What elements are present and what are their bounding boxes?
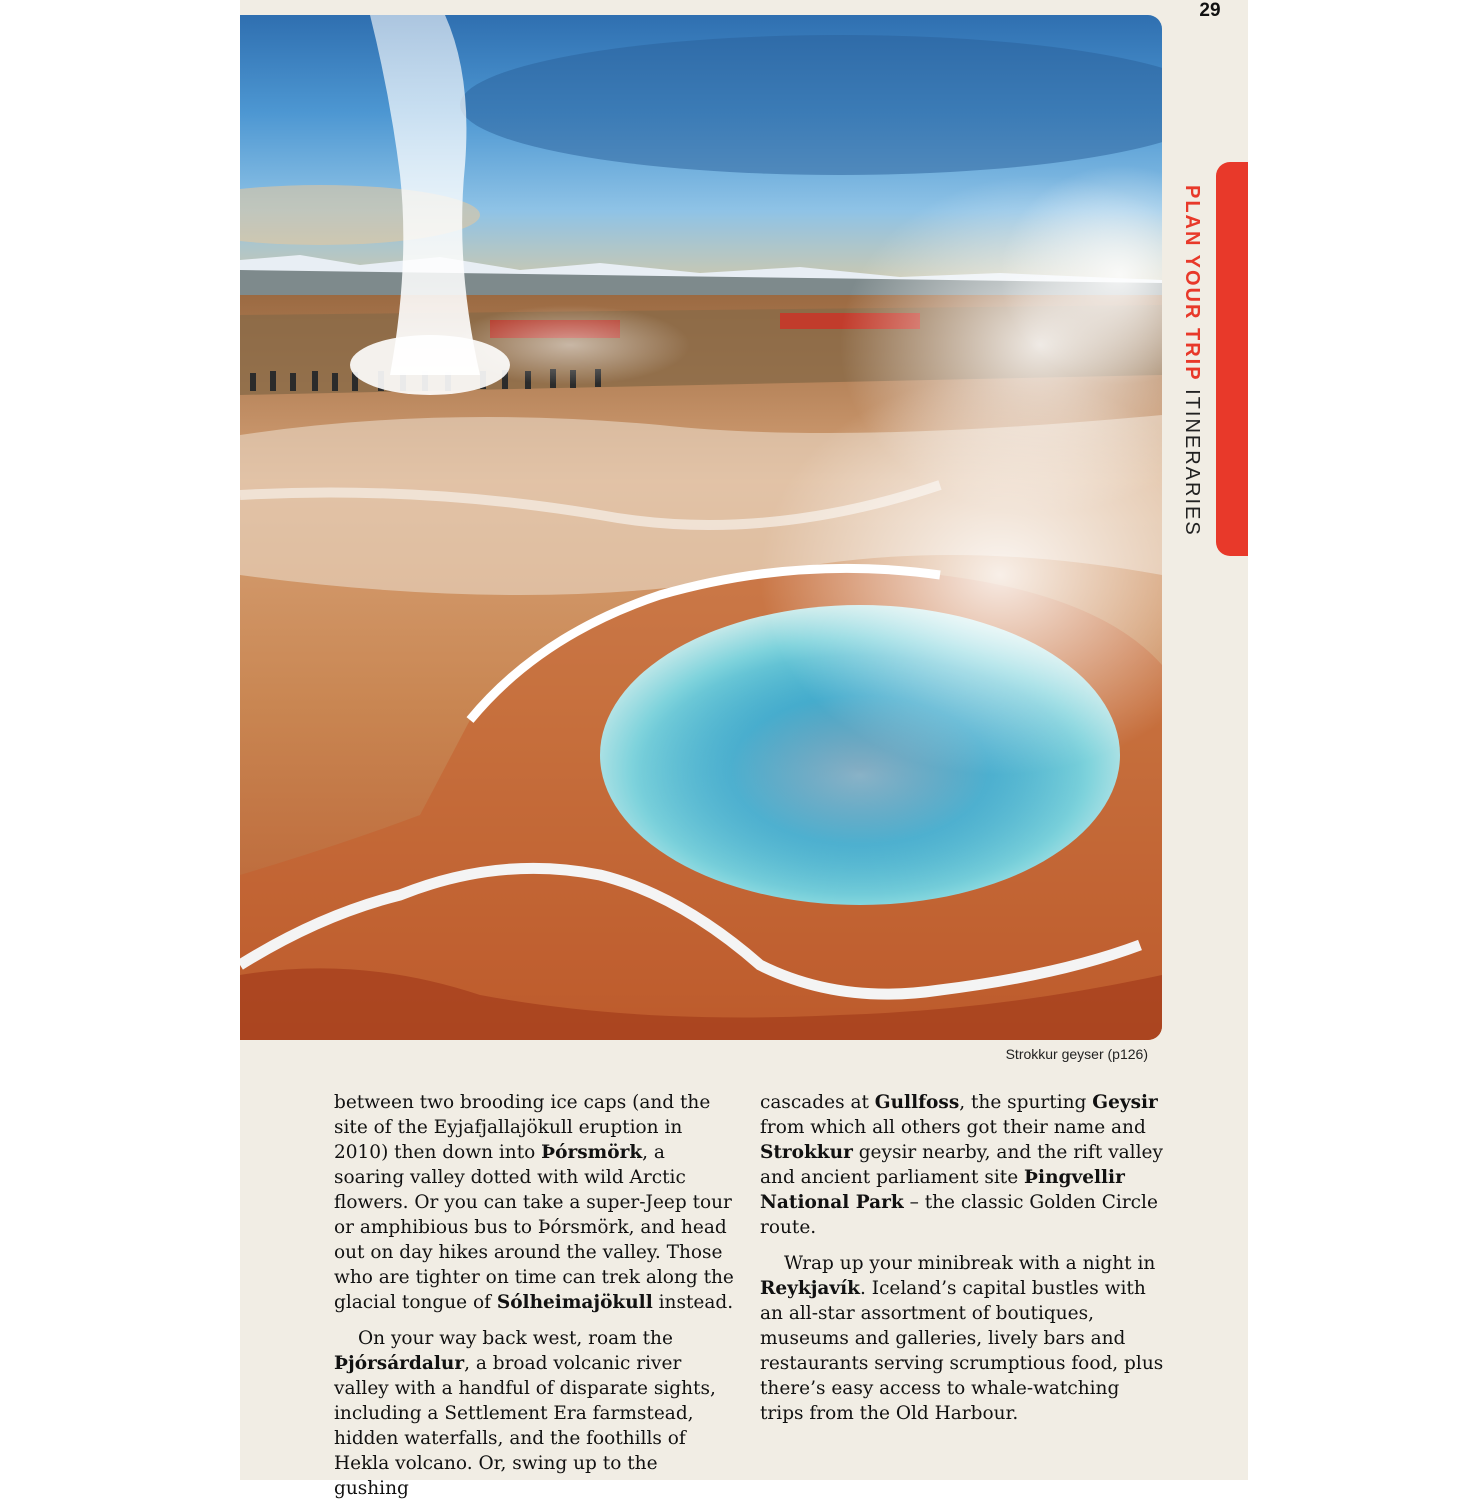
text-column-right xyxy=(760,1090,1164,1437)
section-title: PLAN YOUR TRIP xyxy=(1181,185,1203,382)
place-name: Sólheimajökull xyxy=(496,1292,653,1313)
paragraph: cascades at Gullfoss, the spurting Geysir from which all others got their name and Strokkur geysir nearby, and the rift valley and ancient parliament site Þingvellir National Park – the classic Golden Circle route. xyxy=(760,1092,1163,1238)
place-name: Þingvellir National Park xyxy=(760,1167,1125,1213)
subsection-title: ITINERARIES xyxy=(1181,389,1203,537)
place-name: Þórsmörk xyxy=(541,1142,643,1163)
place-name: Strokkur xyxy=(760,1142,853,1163)
paragraph: Wrap up your minibreak with a night in Reykjavík. Iceland’s capital bustles with an all-star assortment of boutiques, museums and galleries, lively bars and restaurants serving scrumptious food, plus there’s easy access to whale-watching trips from the Old Harbour. xyxy=(760,1253,1164,1424)
text-column-left xyxy=(334,1090,738,1512)
section-label xyxy=(1178,185,1206,537)
place-name: Þjórsárdalur xyxy=(334,1353,465,1374)
place-name: Reykjavík xyxy=(760,1278,860,1299)
paragraph: between two brooding ice caps (and the site of the Eyjafjallajökull eruption in 2010) then down into Þórsmörk, a soaring valley dotted with wild Arctic flowers. Or you can take a super-Jeep tour or amphibious bus to Þórsmörk, and head out on day hikes around the valley. Those who are tighter on time can trek along the glacial tongue of Sólheimajökull instead. xyxy=(334,1092,734,1313)
geyser-photo xyxy=(240,15,1162,1040)
page-number: 29 xyxy=(1199,0,1221,21)
place-name: Geysir xyxy=(1092,1092,1158,1113)
place-name: Gullfoss xyxy=(874,1092,960,1113)
section-tab xyxy=(1216,162,1248,556)
photo-caption: Strokkur geyser (p126) xyxy=(1005,1046,1148,1062)
paragraph: On your way back west, roam the Þjórsárdalur, a broad volcanic river valley with a handful of disparate sights, including a Settlement Era farmstead, hidden waterfalls, and the foothills of Hekla volcano. Or, swing up to the gushing xyxy=(334,1328,716,1499)
